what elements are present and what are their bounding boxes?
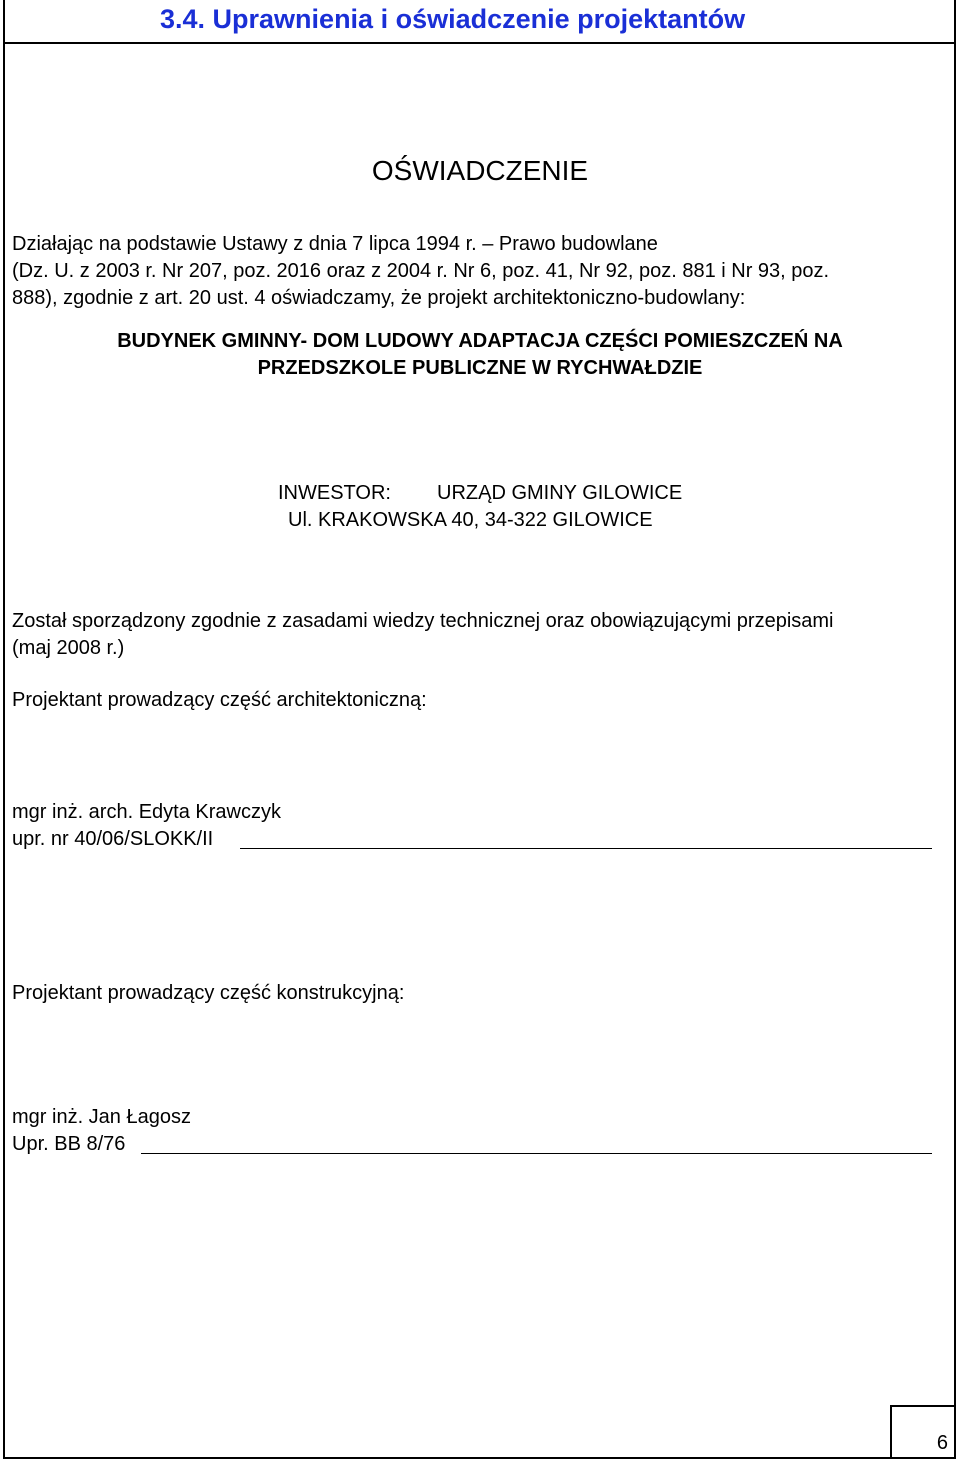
section-heading: 3.4. Uprawnienia i oświadczenie projektantów [160,4,746,34]
intro-line-2: (Dz. U. z 2003 r. Nr 207, poz. 2016 oraz z 2004 r. Nr 6, poz. 41, Nr 92, poz. 881 i Nr 93, poz. [12,260,830,282]
investor-label: INWESTOR: [278,482,391,504]
designer-structure-role: Projektant prowadzący część konstrukcyjną: [12,982,405,1004]
page-frame [3,0,956,1459]
page-number: 6 [936,1432,948,1454]
investor-address: Ul. KRAKOWSKA 40, 34-322 GILOWICE [288,509,653,531]
compliance-line-2: (maj 2008 r.) [12,637,125,659]
signature-line-architecture [240,848,932,849]
designer-structure-name: mgr inż. Jan Łagosz [12,1106,191,1128]
project-name-line-1: BUDYNEK GMINNY- DOM LUDOWY ADAPTACJA CZĘŚCI POMIESZCZEŃ NA [117,330,843,352]
designer-structure-license: Upr. BB 8/76 [12,1133,126,1155]
investor-name: URZĄD GMINY GILOWICE [437,482,683,504]
signature-line-structure [141,1153,932,1154]
page-number-box [890,1405,956,1459]
designer-architecture-role: Projektant prowadzący część architektoniczną: [12,689,427,711]
intro-line-3: 888), zgodnie z art. 20 ust. 4 oświadczamy, że projekt architektoniczno-budowlany: [12,287,746,309]
designer-architecture-name: mgr inż. arch. Edyta Krawczyk [12,801,281,823]
project-name-line-2: PRZEDSZKOLE PUBLICZNE W RYCHWAŁDZIE [257,357,703,379]
document-title: OŚWIADCZENIE [371,155,589,186]
compliance-line-1: Został sporządzony zgodnie z zasadami wiedzy technicznej oraz obowiązującymi przepisami [12,610,834,632]
designer-architecture-license: upr. nr 40/06/SLOKK/II [12,828,214,850]
intro-line-1: Działając na podstawie Ustawy z dnia 7 lipca 1994 r. – Prawo budowlane [12,233,658,255]
